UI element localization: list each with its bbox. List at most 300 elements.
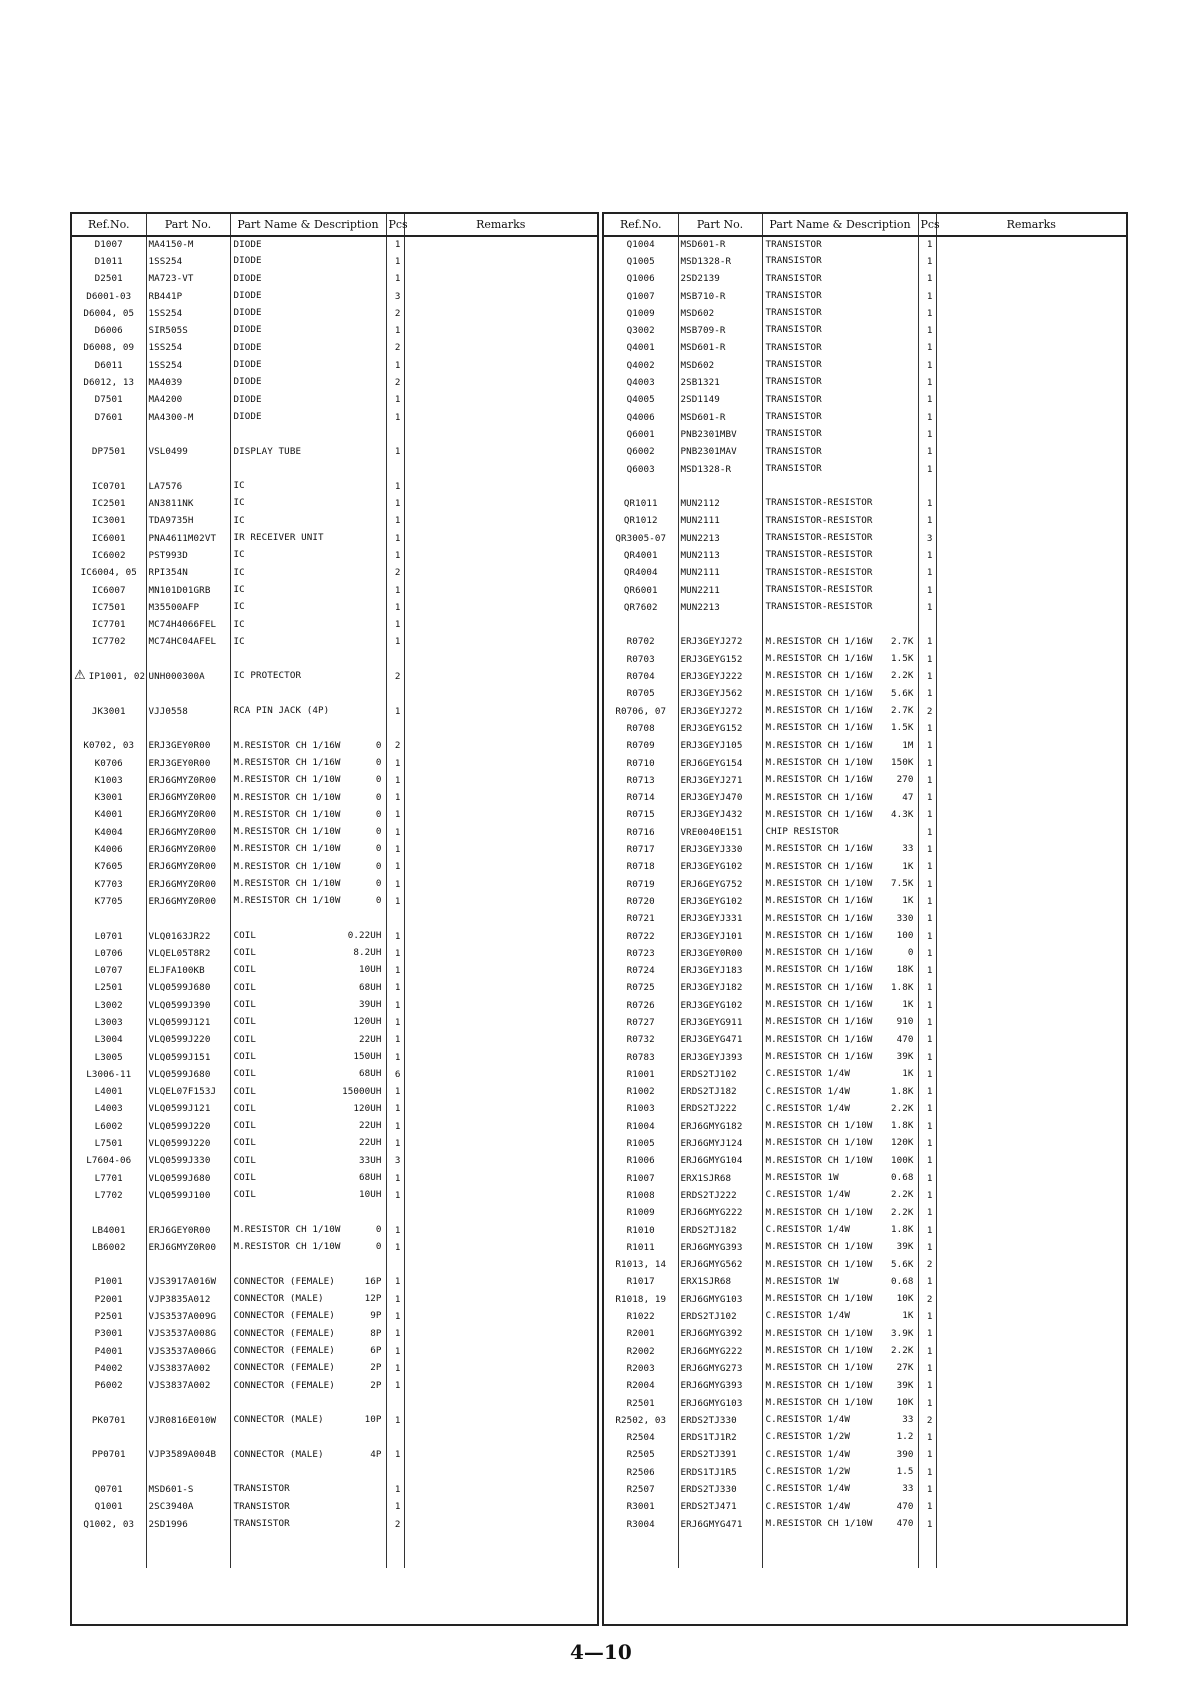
part-name: C.RESISTOR 1/4W (765, 1223, 850, 1235)
part-name: C.RESISTOR 1/4W (765, 1085, 850, 1097)
ref-no-cell (604, 599, 678, 616)
pcs-cell: 1 (918, 1447, 936, 1464)
remarks-cell (936, 738, 1126, 755)
description-cell (762, 859, 918, 876)
description-cell (762, 634, 918, 651)
pcs-cell (386, 1395, 404, 1412)
remarks-cell (936, 1101, 1126, 1118)
ref-no-cell (604, 374, 678, 391)
description-cell (230, 841, 386, 858)
ref-no-text: K3001 (94, 792, 123, 804)
part-no-cell: ERJ6GEY0R00 (146, 1222, 230, 1239)
description-cell (762, 1412, 918, 1429)
ref-no-cell (604, 945, 678, 962)
description-cell (230, 1135, 386, 1152)
part-name: M.RESISTOR CH 1/10W (233, 843, 341, 855)
description-cell (762, 876, 918, 893)
remarks-cell (404, 824, 597, 841)
part-no-cell: VLQ0599J220 (146, 1032, 230, 1049)
table-row (72, 997, 597, 1014)
ref-no-text: L3002 (94, 999, 123, 1011)
description-cell (230, 876, 386, 893)
part-name: COIL (233, 1050, 257, 1062)
table-row (72, 1187, 597, 1204)
part-value: 8.2UH (353, 947, 382, 959)
description-cell (762, 1066, 918, 1083)
part-no-cell: ERJ6GMYG104 (678, 1153, 762, 1170)
part-no-cell: ERJ6GMYZ0R00 (146, 1239, 230, 1256)
ref-no-text: D6011 (94, 359, 123, 371)
remarks-cell (936, 651, 1126, 668)
pcs-cell: 1 (918, 1101, 936, 1118)
ref-no-cell (72, 478, 146, 495)
remarks-cell (404, 1395, 597, 1412)
remarks-cell (404, 322, 597, 339)
table-row (604, 530, 1126, 547)
description-cell (762, 599, 918, 616)
pcs-cell: 1 (918, 495, 936, 512)
part-value: 33 (902, 1483, 914, 1495)
part-name: C.RESISTOR 1/2W (765, 1466, 850, 1478)
remarks-cell (404, 790, 597, 807)
pcs-cell (386, 1464, 404, 1481)
pcs-cell: 3 (918, 530, 936, 547)
part-no-cell: ERJ3GEYJ330 (678, 841, 762, 858)
ref-no-cell (604, 1378, 678, 1395)
table-row (72, 1551, 597, 1568)
ref-no-cell (72, 651, 146, 668)
pcs-cell: 1 (386, 1343, 404, 1360)
pcs-cell: 1 (386, 392, 404, 409)
ref-no-cell (72, 340, 146, 357)
table-row (604, 236, 1126, 253)
description-cell (762, 1291, 918, 1308)
description-cell (762, 720, 918, 737)
description-cell (762, 236, 918, 253)
part-name: IR RECEIVER UNIT (233, 532, 324, 544)
ref-no-cell (72, 599, 146, 616)
part-no-cell: UNH000300A (146, 668, 230, 685)
description-cell (230, 1447, 386, 1464)
remarks-cell (404, 1014, 597, 1031)
part-no-cell: ERX1SJR68 (678, 1274, 762, 1291)
part-name: M.RESISTOR CH 1/16W (765, 791, 873, 803)
table-row (604, 1360, 1126, 1377)
ref-no-cell (72, 426, 146, 443)
table-row (604, 1378, 1126, 1395)
part-name: M.RESISTOR CH 1/16W (765, 687, 873, 699)
part-no-cell: VSL0499 (146, 444, 230, 461)
pcs-cell: 1 (918, 1066, 936, 1083)
description-cell (762, 1429, 918, 1446)
remarks-cell (936, 668, 1126, 685)
part-no-cell: MA4150-M (146, 236, 230, 253)
remarks-cell (936, 495, 1126, 512)
ref-no-cell (604, 772, 678, 789)
part-name: M.RESISTOR CH 1/10W (765, 1154, 873, 1166)
part-name: DIODE (233, 324, 262, 336)
table-row (72, 374, 597, 391)
part-value: 0 (907, 947, 914, 959)
table-row (72, 755, 597, 772)
ref-no-cell (604, 1429, 678, 1446)
table-row (604, 1135, 1126, 1152)
part-name: M.RESISTOR CH 1/10W (765, 1120, 873, 1132)
ref-no-text: K4006 (94, 844, 123, 856)
description-cell (230, 1222, 386, 1239)
parts-table-right (602, 212, 1128, 1626)
part-value: 4.3K (890, 808, 914, 820)
pcs-cell: 1 (918, 1360, 936, 1377)
description-cell (762, 962, 918, 979)
pcs-cell (386, 1257, 404, 1274)
description-cell (762, 1135, 918, 1152)
part-value: 39K (896, 1050, 914, 1062)
pcs-cell: 1 (386, 1032, 404, 1049)
header-ref-no: Ref.No. (72, 214, 146, 236)
description-cell (230, 1551, 386, 1568)
part-no-cell (146, 720, 230, 737)
table-row (72, 962, 597, 979)
part-no-cell: MA4300-M (146, 409, 230, 426)
ref-no-text: QR6001 (623, 584, 658, 596)
table-row (604, 1257, 1126, 1274)
remarks-cell (936, 807, 1126, 824)
ref-no-text: D7501 (94, 394, 123, 406)
part-value: 100K (890, 1154, 914, 1166)
ref-no-text: L0707 (94, 965, 123, 977)
pcs-cell: 1 (918, 755, 936, 772)
part-no-cell: ERJ3GEYG102 (678, 893, 762, 910)
description-cell (762, 1326, 918, 1343)
ref-no-text: Q1004 (626, 239, 655, 251)
ref-no-cell (72, 962, 146, 979)
pcs-cell: 1 (918, 305, 936, 322)
table-row (604, 1101, 1126, 1118)
part-name: CONNECTOR (FEMALE) (233, 1379, 335, 1391)
table-row (604, 305, 1126, 322)
description-cell (230, 772, 386, 789)
part-no-cell: ERJ6GMYZ0R00 (146, 790, 230, 807)
table-row (72, 357, 597, 374)
ref-no-text: R1001 (626, 1068, 655, 1080)
pcs-cell: 1 (918, 271, 936, 288)
part-value: 1K (902, 895, 914, 907)
part-name: TRANSISTOR-RESISTOR (765, 583, 873, 595)
part-name: IC (233, 480, 245, 492)
table-row (604, 1014, 1126, 1031)
part-value: 150UH (353, 1050, 382, 1062)
table-row (72, 288, 597, 305)
description-cell (762, 1395, 918, 1412)
pcs-cell: 1 (918, 322, 936, 339)
ref-no-cell (604, 495, 678, 512)
description-cell (762, 772, 918, 789)
pcs-cell: 1 (918, 738, 936, 755)
part-no-cell: MSD1328-R (678, 253, 762, 270)
part-no-cell: 1SS254 (146, 253, 230, 270)
part-value: 0 (375, 860, 382, 872)
table-row (604, 1239, 1126, 1256)
description-cell (762, 911, 918, 928)
part-name: C.RESISTOR 1/2W (765, 1431, 850, 1443)
part-no-cell: ERJ3GEY0R00 (146, 755, 230, 772)
part-value: 7.5K (890, 877, 914, 889)
part-name: TRANSISTOR-RESISTOR (765, 549, 873, 561)
part-no-cell: ERDS2TJ182 (678, 1222, 762, 1239)
ref-no-text: R0721 (626, 913, 655, 925)
ref-no-text: R0722 (626, 930, 655, 942)
table-row (72, 582, 597, 599)
remarks-cell (936, 1118, 1126, 1135)
part-name: M.RESISTOR 1W (765, 1172, 839, 1184)
header-part-no: Part No. (678, 214, 762, 236)
ref-no-cell (72, 668, 146, 685)
pcs-cell: 1 (386, 1049, 404, 1066)
remarks-cell (404, 599, 597, 616)
description-cell (762, 461, 918, 478)
remarks-cell (404, 1291, 597, 1308)
description-cell (230, 1274, 386, 1291)
remarks-cell (936, 617, 1126, 634)
ref-no-text: K0706 (94, 757, 123, 769)
pcs-cell: 2 (386, 1516, 404, 1533)
pcs-cell: 1 (918, 236, 936, 253)
part-no-cell: VLQ0599J390 (146, 997, 230, 1014)
part-value: 22UH (358, 1137, 382, 1149)
remarks-cell (404, 305, 597, 322)
ref-no-text: IC6001 (91, 532, 126, 544)
part-name: IC (233, 635, 245, 647)
ref-no-text: QR1012 (623, 515, 658, 527)
ref-no-cell (72, 1360, 146, 1377)
remarks-cell (936, 1499, 1126, 1516)
ref-no-cell (72, 1066, 146, 1083)
part-no-cell: VLQ0599J100 (146, 1187, 230, 1204)
ref-no-cell (72, 1533, 146, 1550)
table-row (72, 461, 597, 478)
table-row (72, 305, 597, 322)
ref-no-cell (72, 893, 146, 910)
description-cell (230, 651, 386, 668)
part-value: 2.7K (890, 705, 914, 717)
remarks-cell (936, 322, 1126, 339)
ref-no-cell (72, 305, 146, 322)
description-cell (230, 305, 386, 322)
remarks-cell (936, 893, 1126, 910)
pcs-cell: 1 (918, 1135, 936, 1152)
remarks-cell (936, 1153, 1126, 1170)
ref-no-text: IC7701 (91, 619, 126, 631)
ref-no-text: R0720 (626, 895, 655, 907)
remarks-cell (936, 686, 1126, 703)
remarks-cell (936, 1464, 1126, 1481)
ref-no-text: K7705 (94, 895, 123, 907)
ref-no-text: P2001 (94, 1293, 123, 1305)
pcs-cell: 1 (918, 426, 936, 443)
ref-no-cell (72, 322, 146, 339)
ref-no-text: R0718 (626, 861, 655, 873)
table-header (72, 214, 597, 236)
table-row (604, 1395, 1126, 1412)
ref-no-cell (604, 738, 678, 755)
ref-no-text: R0703 (626, 653, 655, 665)
part-no-cell: ERJ3GEYG102 (678, 859, 762, 876)
ref-no-cell (604, 720, 678, 737)
description-cell (762, 1239, 918, 1256)
part-no-cell: VJS3837A002 (146, 1378, 230, 1395)
description-cell (230, 1516, 386, 1533)
part-name: M.RESISTOR CH 1/10W (765, 756, 873, 768)
remarks-cell (404, 1187, 597, 1204)
description-cell (230, 928, 386, 945)
ref-no-cell (604, 668, 678, 685)
table-row (604, 686, 1126, 703)
part-name: M.RESISTOR CH 1/10W (765, 1327, 873, 1339)
part-name: M.RESISTOR CH 1/10W (233, 826, 341, 838)
remarks-cell (404, 1170, 597, 1187)
part-value: 39K (896, 1379, 914, 1391)
ref-no-cell (72, 859, 146, 876)
ref-no-text: PK0701 (91, 1414, 126, 1426)
pcs-cell: 2 (386, 340, 404, 357)
description-cell (230, 824, 386, 841)
ref-no-text: R1004 (626, 1120, 655, 1132)
ref-no-cell (604, 1481, 678, 1498)
pcs-cell: 1 (386, 1360, 404, 1377)
table-row (604, 271, 1126, 288)
part-name: DIODE (233, 307, 262, 319)
pcs-cell: 1 (386, 478, 404, 495)
part-no-cell: PST993D (146, 547, 230, 564)
ref-no-text: R1011 (626, 1241, 655, 1253)
ref-no-text: R0710 (626, 757, 655, 769)
ref-no-text: K7703 (94, 878, 123, 890)
part-value: 1.2 (896, 1431, 914, 1443)
description-cell (230, 1481, 386, 1498)
pcs-cell: 1 (918, 928, 936, 945)
part-name: M.RESISTOR CH 1/16W (765, 860, 873, 872)
table-row (72, 1464, 597, 1481)
part-no-cell (678, 1533, 762, 1550)
table-row (72, 928, 597, 945)
pcs-cell: 2 (918, 1257, 936, 1274)
description-cell (762, 547, 918, 564)
remarks-cell (404, 841, 597, 858)
description-cell (230, 790, 386, 807)
description-cell (230, 1239, 386, 1256)
table-row (72, 1516, 597, 1533)
table-row (72, 530, 597, 547)
part-name: DIODE (233, 341, 262, 353)
ref-no-text: R0724 (626, 965, 655, 977)
description-cell (762, 1084, 918, 1101)
remarks-cell (936, 1308, 1126, 1325)
ref-no-text: Q4005 (626, 394, 655, 406)
part-name: M.RESISTOR CH 1/16W (765, 1050, 873, 1062)
part-no-cell: ERJ3GEYJ470 (678, 790, 762, 807)
remarks-cell (936, 1291, 1126, 1308)
part-value: 1.5 (896, 1466, 914, 1478)
part-name: M.RESISTOR CH 1/10W (765, 1206, 873, 1218)
remarks-cell (404, 444, 597, 461)
pcs-cell: 1 (386, 409, 404, 426)
pcs-cell: 1 (918, 1170, 936, 1187)
remarks-cell (936, 1205, 1126, 1222)
description-cell (230, 738, 386, 755)
pcs-cell: 1 (386, 1308, 404, 1325)
remarks-cell (936, 980, 1126, 997)
part-no-cell: ERJ6GMYG103 (678, 1395, 762, 1412)
part-value: 22UH (358, 1033, 382, 1045)
pcs-cell: 1 (386, 928, 404, 945)
pcs-cell: 3 (386, 288, 404, 305)
part-value: 1K (902, 999, 914, 1011)
pcs-cell: 1 (918, 1049, 936, 1066)
remarks-cell (404, 686, 597, 703)
ref-no-cell (72, 790, 146, 807)
part-no-cell: VLQ0599J220 (146, 1118, 230, 1135)
description-cell (230, 997, 386, 1014)
remarks-cell (936, 461, 1126, 478)
part-no-cell: ERDS2TJ391 (678, 1447, 762, 1464)
pcs-cell: 1 (918, 1222, 936, 1239)
description-cell (762, 409, 918, 426)
remarks-cell (404, 755, 597, 772)
ref-no-cell (604, 1343, 678, 1360)
description-cell (230, 565, 386, 582)
part-no-cell (678, 478, 762, 495)
pcs-cell: 1 (386, 357, 404, 374)
ref-no-cell (72, 824, 146, 841)
description-cell (230, 807, 386, 824)
table-row (72, 444, 597, 461)
table-row (72, 236, 597, 253)
part-name: DIODE (233, 376, 262, 388)
ref-no-cell (604, 755, 678, 772)
pcs-cell: 1 (918, 668, 936, 685)
part-no-cell: ERDS2TJ471 (678, 1499, 762, 1516)
ref-no-cell (604, 409, 678, 426)
ref-no-cell (72, 357, 146, 374)
part-name: DIODE (233, 272, 262, 284)
pcs-cell: 1 (386, 599, 404, 616)
ref-no-text: LB4001 (91, 1224, 126, 1236)
ref-no-cell (72, 1187, 146, 1204)
part-no-cell (146, 461, 230, 478)
ref-no-text: R0708 (626, 722, 655, 734)
table-row (604, 859, 1126, 876)
part-name: IC (233, 497, 245, 509)
ref-no-cell (604, 1170, 678, 1187)
table-row (72, 893, 597, 910)
part-name: IC (233, 566, 245, 578)
pcs-cell: 2 (918, 1291, 936, 1308)
table-row (604, 1170, 1126, 1187)
remarks-cell (404, 1481, 597, 1498)
table-row (604, 1153, 1126, 1170)
pcs-cell: 1 (918, 1499, 936, 1516)
part-no-cell: M35500AFP (146, 599, 230, 616)
ref-no-cell (72, 1274, 146, 1291)
pcs-cell: 2 (386, 565, 404, 582)
remarks-cell (936, 1533, 1126, 1550)
pcs-cell: 1 (386, 1291, 404, 1308)
ref-no-text: L7604-06 (86, 1155, 132, 1167)
ref-no-text: L3004 (94, 1034, 123, 1046)
part-name: TRANSISTOR (765, 376, 822, 388)
pcs-cell: 1 (386, 790, 404, 807)
